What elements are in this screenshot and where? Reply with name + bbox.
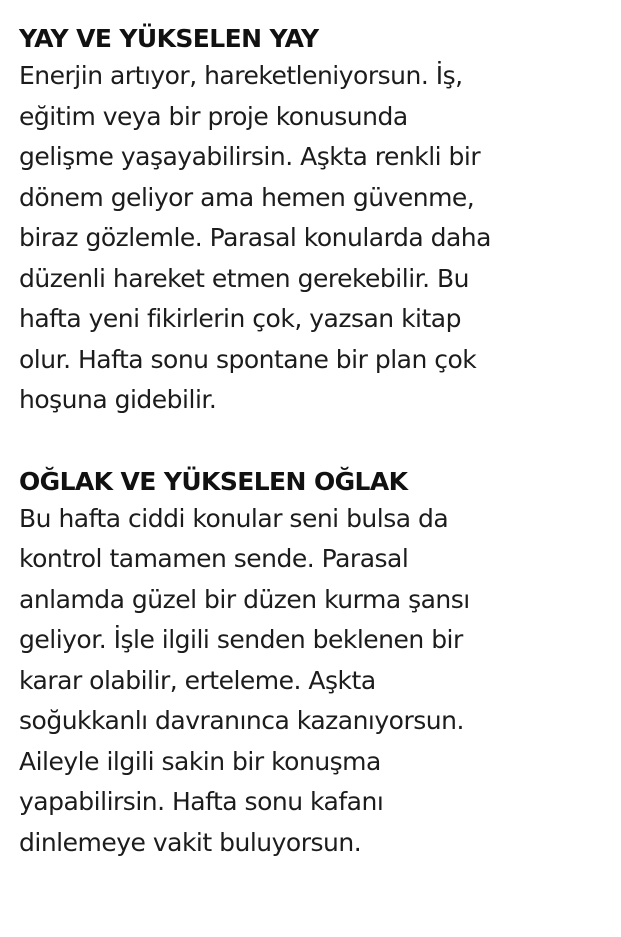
body-line: düzenli hareket etmen gerekebilir. Bu (19, 263, 470, 293)
section-body-oglak (19, 499, 609, 864)
body-line: gelişme yaşayabilirsin. Aşkta renkli bir (19, 142, 481, 171)
body-line: soğukkanlı davranınca kazanıyorsun. (19, 706, 464, 735)
body-line: Aileyle ilgili sakin bir konuşma (19, 746, 381, 776)
body-line: karar olabilir, erteleme. Aşkta (19, 665, 376, 695)
body-line: hoşuna gidebilir. (19, 385, 217, 414)
body-line: Bu hafta ciddi konular seni bulsa da (19, 503, 449, 533)
body-line: Enerjin artıyor, hareketleniyorsun. İş, (19, 61, 463, 90)
body-line: kontrol tamamen sende. Parasal (19, 544, 409, 573)
body-line: geliyor. İşle ilgili senden beklenen bir (19, 625, 463, 654)
body-line: olur. Hafta sonu spontane bir plan çok (19, 344, 477, 374)
body-line: dönem geliyor ama hemen güvenme, (19, 182, 475, 212)
body-line: biraz gözlemle. Parasal konularda daha (19, 223, 491, 252)
body-line: hafta yeni fikirlerin çok, yazsan kitap (19, 304, 461, 333)
horoscope-article (19, 22, 609, 863)
section-title-yay: YAY VE YÜKSELEN YAY (19, 24, 319, 53)
body-line: dinlemeye vakit buluyorsun. (19, 827, 362, 857)
body-line: yapabilirsin. Hafta sonu kafanı (19, 787, 384, 816)
body-line: eğitim veya bir proje konusunda (19, 101, 408, 131)
section-body-yay (19, 56, 609, 421)
body-line: anlamda güzel bir düzen kurma şansı (19, 584, 470, 614)
section-yay (19, 22, 609, 421)
section-title-oglak: OĞLAK VE YÜKSELEN OĞLAK (19, 466, 408, 496)
section-oglak (19, 465, 609, 864)
